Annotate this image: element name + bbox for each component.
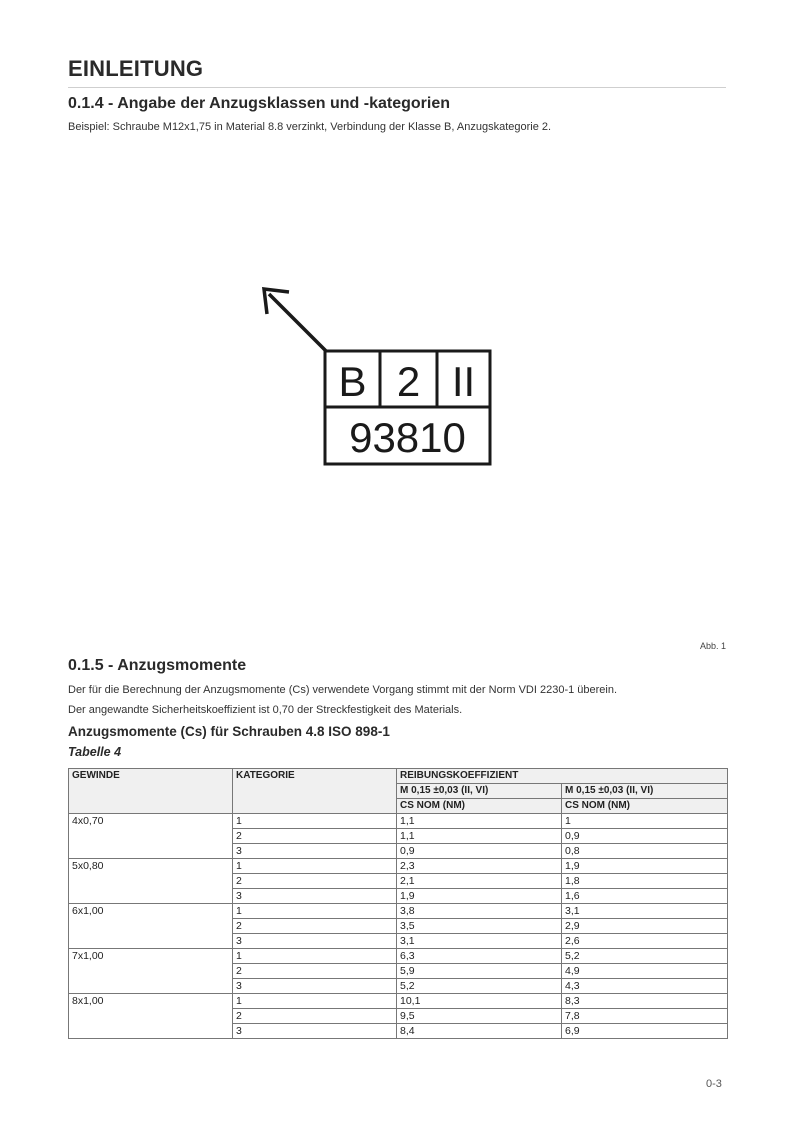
value-cell: 3,1 xyxy=(562,904,728,919)
section-015-heading: 0.1.5 - Anzugsmomente xyxy=(68,657,247,674)
value-cell: 2,1 xyxy=(397,874,562,889)
table-header-row xyxy=(69,769,728,784)
value-cell: 1,1 xyxy=(397,814,562,829)
kategorie-cell: 1 xyxy=(233,949,397,964)
value-cell: 3,8 xyxy=(397,904,562,919)
marking-class: B xyxy=(338,358,367,405)
value-cell: 8,3 xyxy=(562,994,728,1009)
value-cell: 5,2 xyxy=(397,979,562,994)
marking-code: 93810 xyxy=(349,414,466,461)
section-014-example: Beispiel: Schraube M12x1,75 in Material 8.8 verzinkt, Verbindung der Klasse B, Anzugskategorie 2. xyxy=(68,121,552,133)
marking-category: 2 xyxy=(396,358,421,405)
value-cell: 2,9 xyxy=(562,919,728,934)
header-reibungskoeffizient: REIBUNGSKOEFFIZIENT xyxy=(397,769,728,784)
gewinde-cell: 8x1,00 xyxy=(69,994,233,1039)
subheader-col1: M 0,15 ±0,03 (II, VI) xyxy=(397,784,562,799)
table-row xyxy=(69,949,728,964)
value-cell: 5,9 xyxy=(397,964,562,979)
value-cell: 5,2 xyxy=(562,949,728,964)
section-015-para2: Der angewandte Sicherheitskoeffizient ist 0,70 der Streckfestigkeit des Materials. xyxy=(68,704,463,716)
value-cell: 3,5 xyxy=(397,919,562,934)
value-cell: 6,9 xyxy=(562,1024,728,1039)
kategorie-cell: 3 xyxy=(233,844,397,859)
kategorie-cell: 2 xyxy=(233,874,397,889)
value-cell: 1,9 xyxy=(397,889,562,904)
value-cell: 2,6 xyxy=(562,934,728,949)
unit-col2: CS NOM (NM) xyxy=(562,799,728,814)
torque-table xyxy=(68,768,728,1039)
gewinde-cell: 7x1,00 xyxy=(69,949,233,994)
section-015-para1: Der für die Berechnung der Anzugsmomente (Cs) verwendete Vorgang stimmt mit der Norm VDI 2230-1 überein. xyxy=(68,684,618,696)
kategorie-cell: 1 xyxy=(233,814,397,829)
section-014-heading: 0.1.4 - Angabe der Anzugsklassen und -kategorien xyxy=(68,95,451,112)
kategorie-cell: 3 xyxy=(233,934,397,949)
kategorie-cell: 2 xyxy=(233,1009,397,1024)
pointer-arrow-icon xyxy=(264,289,327,352)
unit-col1: CS NOM (NM) xyxy=(397,799,562,814)
value-cell: 7,8 xyxy=(562,1009,728,1024)
kategorie-cell: 2 xyxy=(233,829,397,844)
value-cell: 1,8 xyxy=(562,874,728,889)
value-cell: 2,3 xyxy=(397,859,562,874)
value-cell: 8,4 xyxy=(397,1024,562,1039)
gewinde-cell: 6x1,00 xyxy=(69,904,233,949)
value-cell: 0,8 xyxy=(562,844,728,859)
value-cell: 3,1 xyxy=(397,934,562,949)
subheader-col2: M 0,15 ±0,03 (II, VI) xyxy=(562,784,728,799)
value-cell: 1,6 xyxy=(562,889,728,904)
value-cell: 0,9 xyxy=(397,844,562,859)
page-number: 0-3 xyxy=(706,1078,722,1090)
table-row xyxy=(69,814,728,829)
section-015-subheading: Anzugsmomente (Cs) für Schrauben 4.8 ISO 898-1 xyxy=(68,724,390,739)
kategorie-cell: 3 xyxy=(233,889,397,904)
header-gewinde: GEWINDE xyxy=(69,769,233,814)
value-cell: 4,9 xyxy=(562,964,728,979)
kategorie-cell: 1 xyxy=(233,859,397,874)
kategorie-cell: 2 xyxy=(233,919,397,934)
title-divider xyxy=(68,87,726,88)
value-cell: 6,3 xyxy=(397,949,562,964)
table-caption: Tabelle 4 xyxy=(68,745,122,759)
table-row xyxy=(69,994,728,1009)
marking-figure xyxy=(255,280,505,470)
gewinde-cell: 4x0,70 xyxy=(69,814,233,859)
table-row xyxy=(69,859,728,874)
value-cell: 1,1 xyxy=(397,829,562,844)
kategorie-cell: 1 xyxy=(233,994,397,1009)
value-cell: 1 xyxy=(562,814,728,829)
marking-roman: II xyxy=(451,358,476,405)
table-row xyxy=(69,904,728,919)
value-cell: 0,9 xyxy=(562,829,728,844)
value-cell: 10,1 xyxy=(397,994,562,1009)
figure-label: Abb. 1 xyxy=(700,641,727,651)
value-cell: 4,3 xyxy=(562,979,728,994)
value-cell: 9,5 xyxy=(397,1009,562,1024)
page-title: EINLEITUNG xyxy=(68,56,204,81)
gewinde-cell: 5x0,80 xyxy=(69,859,233,904)
header-kategorie: KATEGORIE xyxy=(233,769,397,814)
value-cell: 1,9 xyxy=(562,859,728,874)
kategorie-cell: 3 xyxy=(233,979,397,994)
kategorie-cell: 3 xyxy=(233,1024,397,1039)
kategorie-cell: 2 xyxy=(233,964,397,979)
kategorie-cell: 1 xyxy=(233,904,397,919)
